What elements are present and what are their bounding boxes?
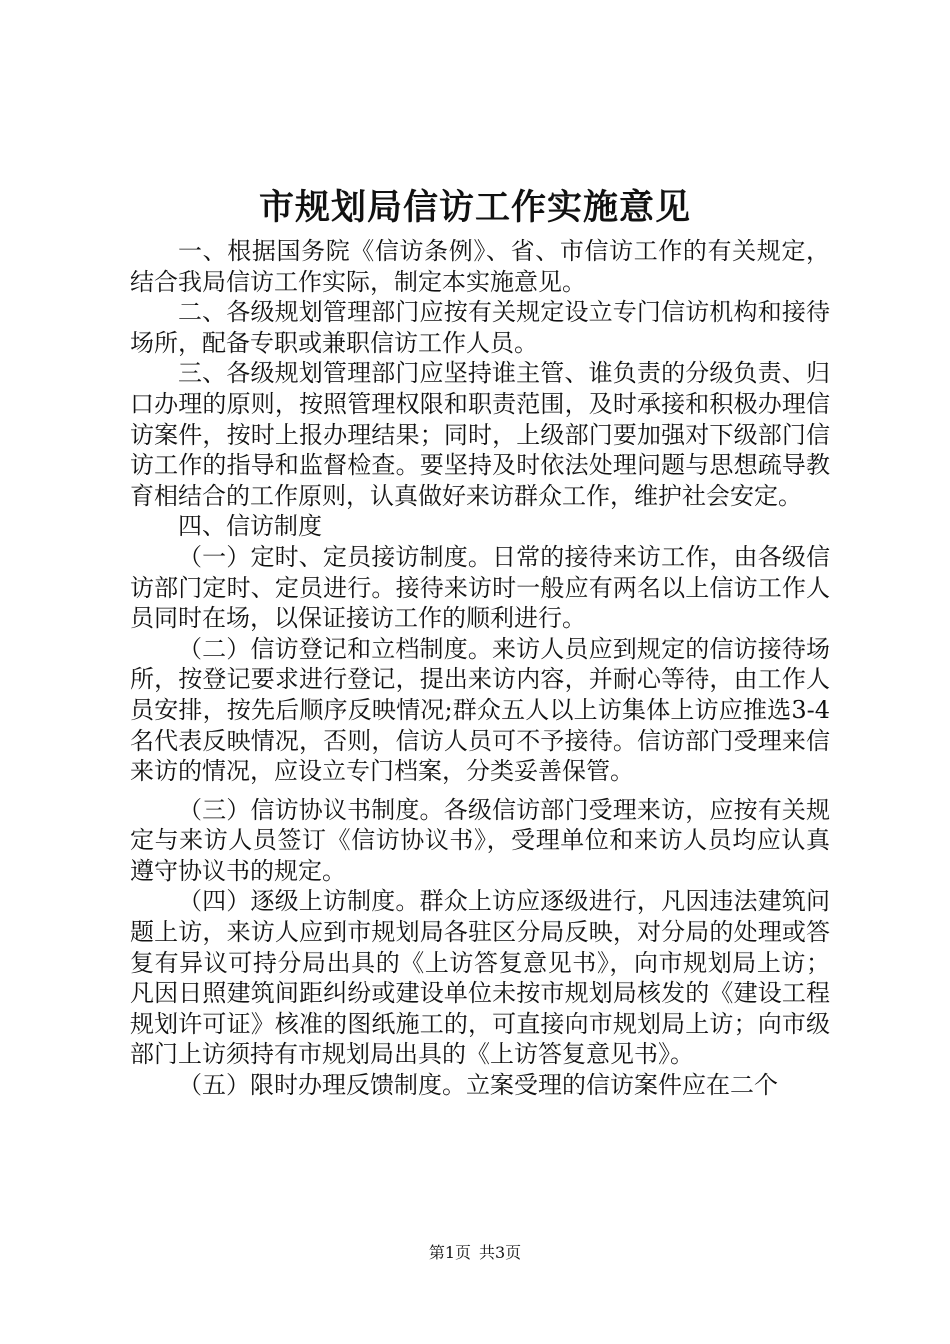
page-footer — [0, 1242, 950, 1264]
page-total: 共3页 — [479, 1243, 522, 1262]
paragraph: 二、各级规划管理部门应按有关规定设立专门信访机构和接待场所，配备专职或兼职信访工作人员。 — [130, 298, 830, 357]
paragraph: （四）逐级上访制度。群众上访应逐级进行，凡因违法建筑问题上访，来访人应到市规划局各驻区分局反映，对分局的处理或答复有异议可持分局出具的《上访答复意见书》，向市规划局上访；凡因日照建筑间距纠纷或建设单位未按市规划局核发的《建设工程规划许可证》核准的图纸施工的，可直接向市规划局上访；向市级部门上访须持有市规划局出具的《上访答复意见书》。 — [130, 887, 830, 1069]
paragraph: （一）定时、定员接访制度。日常的接待来访工作，由各级信访部门定时、定员进行。接待来访时一般应有两名以上信访工作人员同时在场，以保证接访工作的顺利进行。 — [130, 542, 830, 633]
document-title: 市规划局信访工作实施意见 — [258, 187, 691, 228]
paragraph: （五）限时办理反馈制度。立案受理的信访案件应在二个 — [178, 1071, 778, 1100]
section-heading: 四、信访制度 — [178, 512, 322, 541]
paragraph: 一、根据国务院《信访条例》、省、市信访工作的有关规定，结合我局信访工作实际，制定本实施意见。 — [130, 237, 830, 296]
paragraph: （三）信访协议书制度。各级信访部门受理来访，应按有关规定与来访人员签订《信访协议书》，受理单位和来访人员均应认真遵守协议书的规定。 — [130, 795, 830, 885]
document-body — [130, 236, 830, 1101]
page-number: 第1页 — [428, 1243, 471, 1262]
paragraph: 三、各级规划管理部门应坚持谁主管、谁负责的分级负责、归口办理的原则，按照管理权限和职责范围，及时承接和积极办理信访案件，按时上报办理结果；同时，上级部门要加强对下级部门信访工作的指导和监督检查。要坚持及时依法处理问题与思想疏导教育相结合的工作原则，认真做好来访群众工作，维护社会安定。 — [130, 359, 830, 510]
paragraph: （二）信访登记和立档制度。来访人员应到规定的信访接待场所，按登记要求进行登记，提出来访内容，并耐心等待，由工作人员安排，按先后顺序反映情况;群众五人以上访集体上访应推选3-4名代表反映情况，否则，信访人员可不予接待。信访部门受理来信来访的情况，应设立专门档案，分类妥善保管。 — [130, 634, 830, 786]
